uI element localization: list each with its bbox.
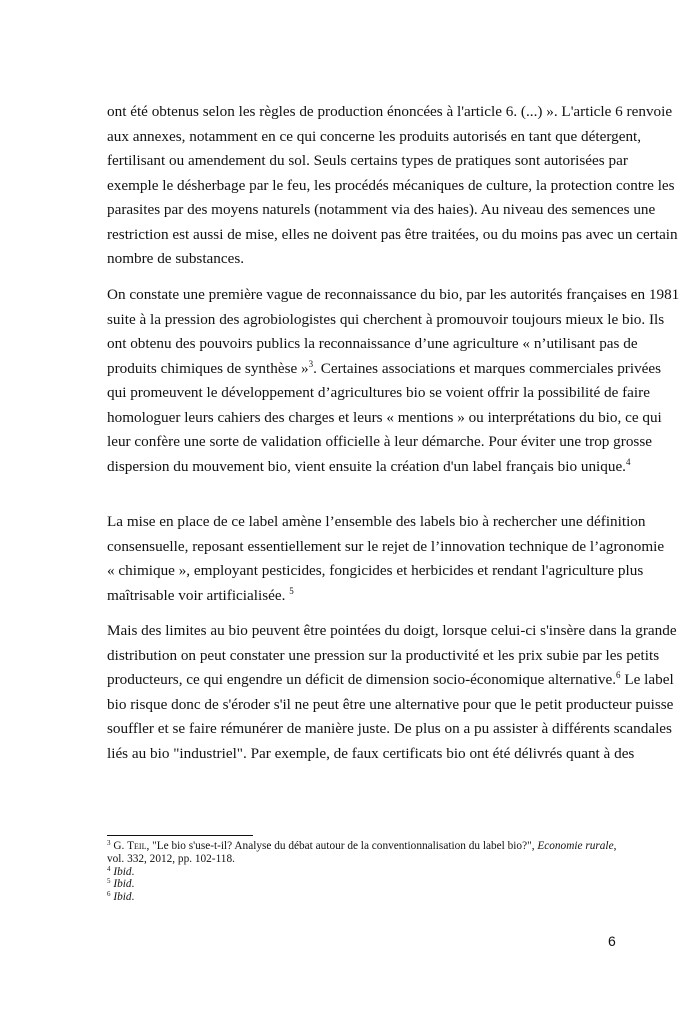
text: Ibid [113,891,132,904]
text-line: restriction est aussi de mise, elles ne doivent pas être traitées, ou du moins pas avec un certain [107,225,678,243]
text-line: ont obtenu des pouvoirs publics la reconnaissance d’une agriculture « n’utilisant pas de [107,335,638,352]
text-line: suite à la pression des agrobiologistes qui cherchent à promouvoir toujours mieux le bio. Ils [107,310,665,328]
text-line: aux annexes, notamment en ce qui concerne les produits autorisés en tant que détergent, [107,127,642,145]
footnote-ref-3[interactable]: 3 [308,358,314,369]
text: , "Le bio s'use-t-il? Analyse du débat autour de la conventionnalisation du label bio?", [146,840,538,852]
text-line: souffler et se faire rémunérer de manière juste. De plus on a pu assister à différents scandales [107,720,672,737]
footnote-ref-4[interactable]: 4 [625,456,631,467]
footnote-6 [107,891,593,904]
text-line: leur confère une sorte de validation officielle à leur démarche. Pour éviter une trop grosse [107,433,652,450]
footnotes [107,839,617,904]
footnote-3-cont: vol. 332, 2012, pp. 102-118. [107,852,235,865]
journal-title: Economie rurale [537,840,614,852]
footnote-number: 6 [107,890,111,899]
text: . Certaines associations et marques commerciales privées [313,359,662,377]
text-line: parasites par des moyens naturels (notamment via des haies). Au niveau des semences une [107,201,656,218]
page-number: 6 [608,933,616,949]
text-line: liés au bio "industriel". Par exemple, de faux certificats bio ont été délivrés quant à des [107,744,635,762]
text: . [131,878,135,891]
text-line: fertilisant ou amendement du sol. Seuls certains types de pratiques sont autorisées par [107,152,628,169]
text-line: « chimique », employant pesticides, fongicides et herbicides et rendant l'agriculture plus [107,562,644,579]
footnote-number: 5 [107,877,111,886]
paragraph-1 [107,100,678,272]
text: Ibid [113,865,132,878]
text-line: distribution on peut constater une pression sur la productivité et les prix subie par les petits [107,646,660,664]
paragraph-3 [107,510,665,608]
text: Ibid [113,878,132,891]
footnote-number: 4 [107,864,111,873]
text-line: homologuer leurs cahiers des charges et leurs « mentions » ou interprétations du bio, ce qui [107,408,662,426]
text-line: qui promeuvent le développement d’agricultures bio se voient offrir la possibilité de faire [107,384,650,401]
text-line: La mise en place de ce label amène l’ensemble des labels bio à rechercher une définition [107,513,646,530]
text-line: consensuelle, reposant essentiellement sur le rejet de l’innovation technique de l’agronomie [107,537,665,555]
text: dispersion du mouvement bio, vient ensuite la création d'un label français bio unique. [107,457,626,475]
footnote-4 [107,866,593,879]
footnote-5 [107,878,593,891]
text: Le label [620,671,674,688]
text-line: ont été obtenus selon les règles de production énoncées à l'article 6. (...) ». L'article 6 renvoie [107,103,673,120]
paragraph-4 [107,619,677,766]
paragraph-2 [107,283,680,479]
text: produits chimiques de synthèse » [107,359,309,377]
text-line: nombre de substances. [107,250,245,267]
text: . [131,865,135,878]
text: , [613,840,617,852]
text-line [107,357,662,382]
text: . [131,891,135,904]
text-line [107,668,674,693]
text-line [107,584,593,609]
footnote-ref-6[interactable]: 6 [616,670,621,680]
footnote-3 [107,839,617,853]
text-line: On constate une première vague de reconnaissance du bio, par les autorités françaises en 1981 [107,286,680,303]
text: maîtrisable voir artificialisée. [107,586,290,604]
footnote-separator [107,835,253,836]
text-line [107,455,631,480]
footnote-ref-5[interactable]: 5 [289,585,294,596]
text-line: Mais des limites au bio peuvent être pointées du doigt, lorsque celui-ci s'insère dans la grande [107,622,677,639]
text: G. [110,840,128,852]
text: producteurs, ce qui engendre un déficit de dimension socio-économique alternative. [107,671,617,688]
text-line: bio risque donc de s'éroder s'il ne peut être une alternative pour que le petit producteur puisse [107,695,674,713]
author: Teil [127,840,147,852]
text-line: exemple le désherbage par le feu, les procédés mécaniques de culture, la protection contre les [107,176,675,194]
footnote-number: 3 [107,839,111,847]
